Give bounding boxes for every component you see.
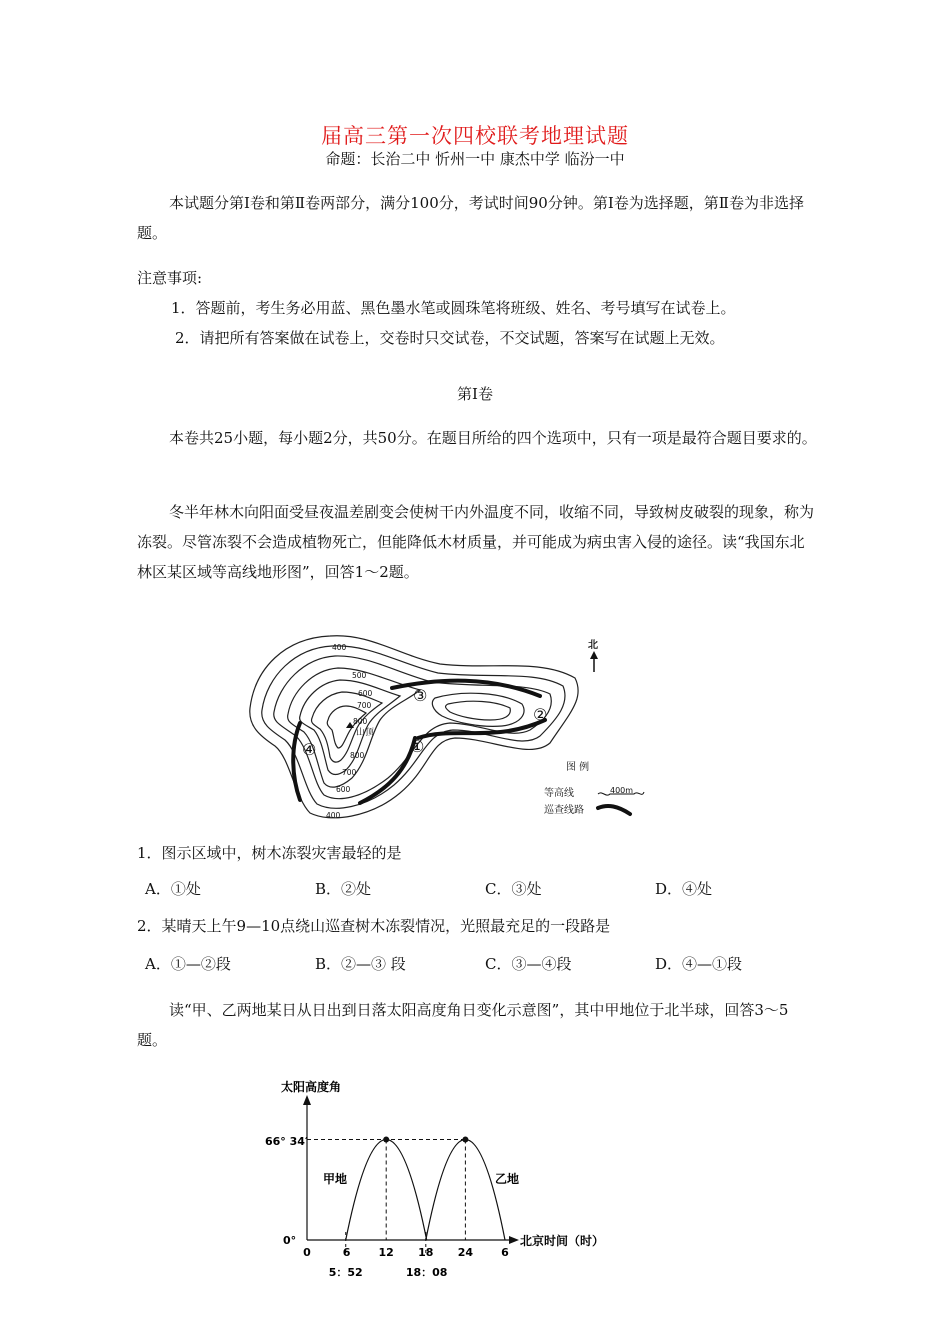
x-axis-arrow-icon (509, 1236, 519, 1244)
legend-route-label: 巡查线路 (544, 805, 584, 816)
contour-label: 600 (358, 689, 373, 698)
question-2-stem: 2．某晴天上午9—10点绕山巡查树木冻裂情况，光照最充足的一段路是 (137, 917, 611, 935)
marker-2: ② (533, 705, 548, 724)
question-1-options (145, 874, 825, 904)
option-a: A．①—②段 (145, 955, 231, 973)
option-c: C．③—④段 (485, 955, 572, 973)
legend-contour-label: 等高线 (544, 788, 574, 799)
x-tick-label: 24 (457, 1246, 474, 1259)
page-title: 届高三第一次四校联考地理试题 (321, 124, 629, 148)
x-tick-label: 18 (418, 1246, 434, 1259)
marker-4: ④ (302, 740, 317, 759)
option-d: D．④—①段 (655, 955, 743, 973)
authors-line: 命题：长治二中 忻州一中 康杰中学 临汾一中 (325, 150, 625, 168)
y-axis-arrow-icon (303, 1095, 311, 1105)
question-2-options (145, 949, 825, 979)
contour-label: 500 (352, 671, 367, 680)
contour-label: 700 (357, 701, 372, 710)
option-b: B．②处 (315, 880, 372, 898)
contour-label: 800 (350, 751, 365, 760)
y-tick-label: 0° (283, 1234, 297, 1247)
time-annotation: 5：52 (328, 1266, 363, 1279)
section-heading: 第Ⅰ卷 (457, 385, 493, 403)
series-label-jia: 甲地 (323, 1172, 348, 1186)
intro-paragraph: 本试题分第Ⅰ卷和第Ⅱ卷两部分，满分100分，考试时间90分钟。第Ⅰ卷为选择题，第Ⅱ卷为非选择题。 (137, 194, 804, 242)
contour-label: 800 (353, 717, 368, 726)
x-tick-label: 6 (342, 1246, 351, 1259)
option-a: A．①处 (145, 880, 201, 898)
legend-contour-value: 400m (610, 786, 634, 795)
legend-title: 图 例 (566, 762, 590, 773)
option-d: D．④处 (655, 880, 713, 898)
x-tick-label: 12 (378, 1246, 394, 1259)
note-item-2: 2．请把所有答案做在试卷上，交卷时只交试卷，不交试题，答案写在试题上无效。 (175, 329, 725, 347)
option-c: C．③处 (485, 880, 542, 898)
marker-3: ③ (413, 686, 428, 705)
series-label-yi: 乙地 (495, 1172, 520, 1186)
north-label: 北 (588, 640, 598, 651)
time-annotation: 18：08 (405, 1266, 448, 1279)
notes-heading: 注意事项: (137, 269, 203, 287)
passage-2: 读“甲、乙两地某日从日出到日落太阳高度角日变化示意图”，其中甲地位于北半球，回答3～5题。 (137, 1001, 789, 1049)
y-tick-label: 66° 34′ (265, 1135, 308, 1148)
contour-label: 600 (336, 785, 351, 794)
peak-label: 山顶 (356, 728, 375, 738)
option-b: B．②—③ 段 (315, 955, 406, 973)
contour-label: 400 (326, 811, 341, 820)
x-tick-label: 6 (501, 1246, 509, 1259)
solar-altitude-chart (265, 1075, 635, 1285)
y-axis-label: 太阳高度角 (281, 1080, 342, 1094)
contour-label: 700 (342, 768, 357, 777)
marker-1: ① (410, 737, 425, 756)
x-axis-label: 北京时间（时） (520, 1234, 605, 1248)
x-tick-label: 0 (303, 1246, 311, 1259)
chart-marks (303, 1136, 509, 1279)
note-item-1: 1．答题前，考生务必用蓝、黑色墨水笔或圆珠笔将班级、姓名、考号填写在试卷上。 (171, 299, 736, 317)
legend-route-sample (598, 806, 630, 814)
contour-label: 400 (332, 643, 347, 652)
contour-map (240, 628, 660, 828)
north-arrow-icon (590, 651, 598, 672)
passage-1: 冬半年林木向阳面受昼夜温差剧变会使树干内外温度不同，收缩不同，导致树皮破裂的现象，称为冻裂。尽管冻裂不会造成植物死亡，但能降低木材质量，并可能成为病虫害入侵的途径。读“我国东北林区某区域等高线地形图”，回答1～2题。 (137, 503, 815, 581)
section-description: 本卷共25小题，每小题2分，共50分。在题目所给的四个选项中，只有一项是最符合题目要求的。 (169, 429, 817, 447)
question-1-stem: 1．图示区域中，树木冻裂灾害最轻的是 (137, 844, 402, 862)
